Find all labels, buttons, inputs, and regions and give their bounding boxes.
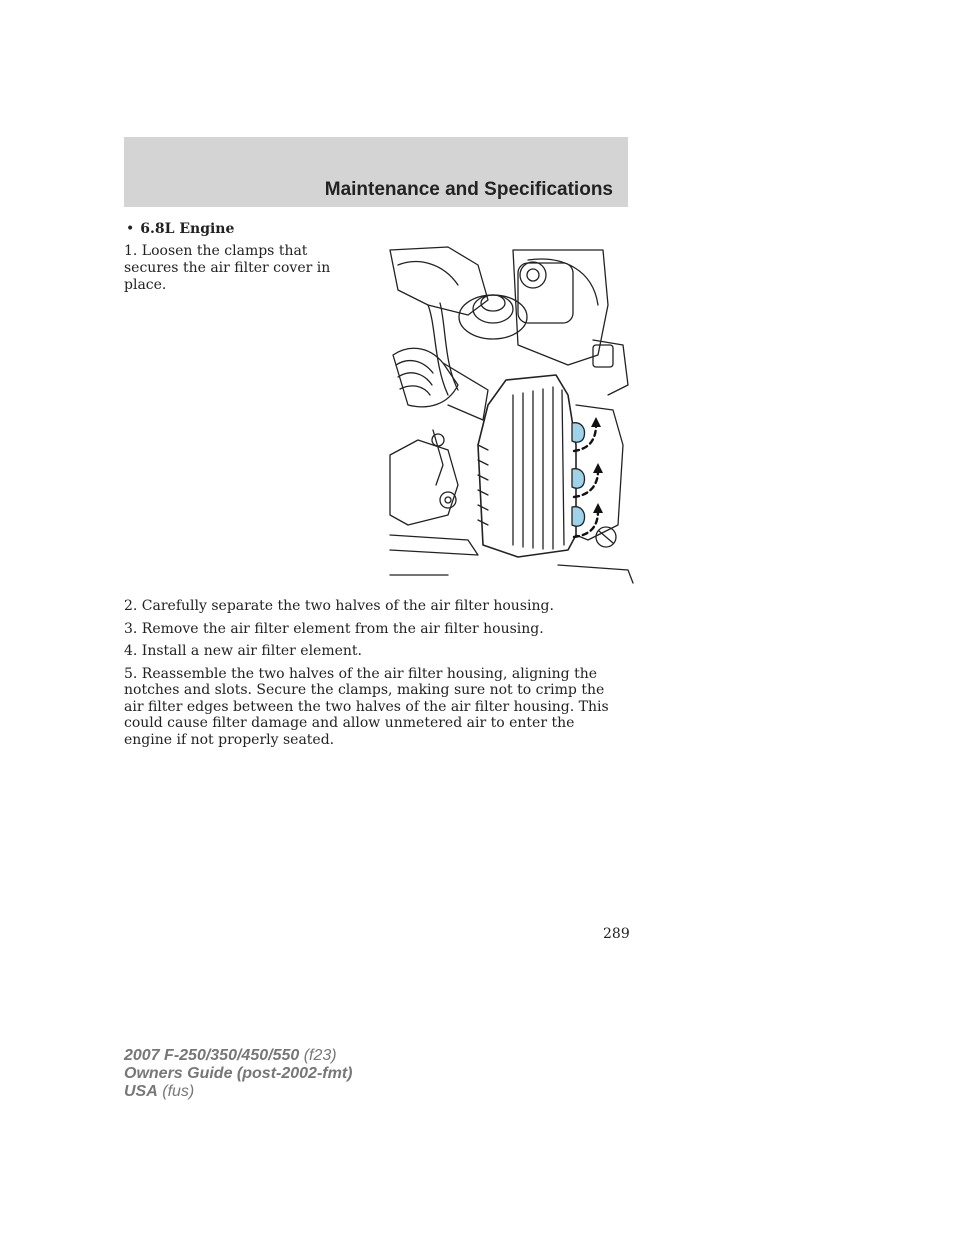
- step-4-text: 4. Install a new air filter element.: [124, 643, 362, 659]
- footer-region-code: (fus): [162, 1083, 195, 1100]
- footer-model: 2007 F-250/350/450/550: [124, 1047, 300, 1064]
- instruction-steps: [124, 598, 624, 754]
- footer-model-code: (f23): [303, 1047, 337, 1064]
- air-filter-clamps-illustration: [388, 245, 636, 585]
- step-3-text: 3. Remove the air filter element from the air filter housing.: [124, 620, 544, 637]
- page-number: 289: [603, 926, 630, 942]
- section-title: Maintenance and Specifications: [324, 179, 613, 200]
- footer-region: USA: [124, 1083, 158, 1100]
- section-header-band: [124, 137, 628, 207]
- footer-guide: Owners Guide (post-2002-fmt): [124, 1065, 353, 1082]
- engine-heading-label: 6.8L Engine: [140, 221, 235, 237]
- step-5-text: 5. Reassemble the two halves of the air filter housing, aligning the notches and slots. Secure the clamps, making sure not to crimp the air filter edges between the two halves of the air filter housing. This could cause filter damage and allow unmetered air to enter the engine if not properly seated.: [124, 665, 609, 748]
- step-2-text: 2. Carefully separate the two halves of the air filter housing.: [124, 598, 554, 614]
- document-footer: [124, 1047, 352, 1101]
- footer-model-line: [124, 1047, 352, 1065]
- footer-region-line: [124, 1083, 352, 1101]
- footer-guide-line: [124, 1065, 352, 1083]
- bullet-icon: •: [126, 221, 135, 237]
- step-1-text: 1. Loosen the clamps that secures the air filter cover in place.: [124, 243, 331, 293]
- engine-heading: [124, 221, 234, 237]
